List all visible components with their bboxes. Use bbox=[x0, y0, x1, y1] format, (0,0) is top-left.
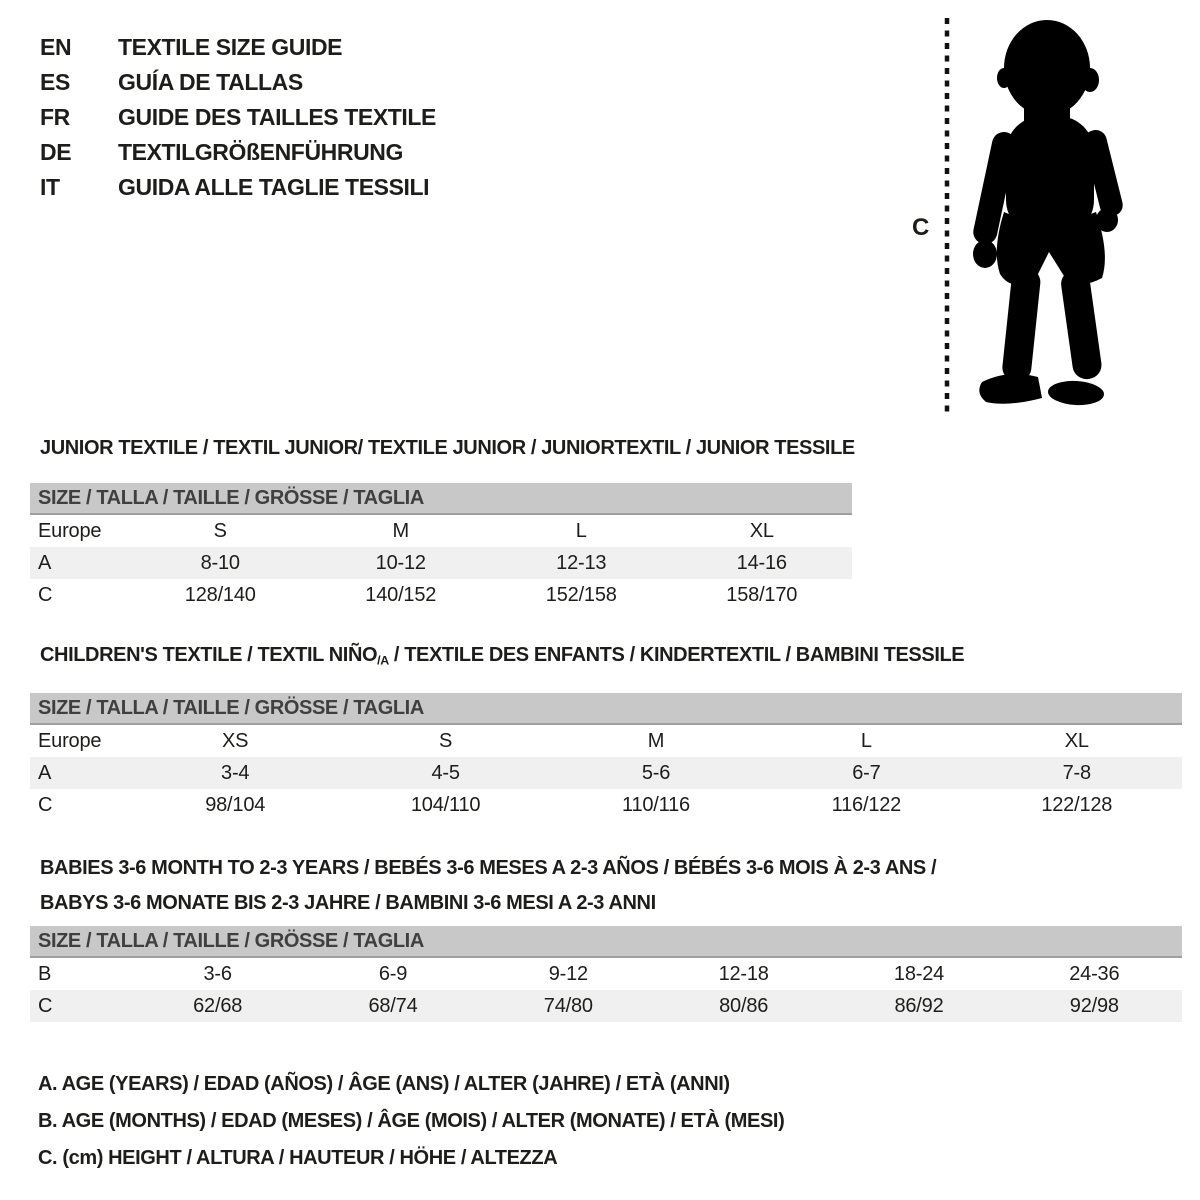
lang-row-es bbox=[40, 65, 436, 100]
months-cell: 12-18 bbox=[718, 963, 769, 985]
guide-title-fr: GUIDE DES TAILLES TEXTILE bbox=[118, 104, 436, 130]
lang-code: DE bbox=[40, 139, 72, 165]
guide-title-it: GUIDA ALLE TAGLIE TESSILI bbox=[118, 174, 430, 200]
size-cell: M bbox=[392, 520, 409, 542]
row-label: Europe bbox=[38, 520, 102, 542]
size-cell: XL bbox=[1064, 730, 1089, 753]
babies-textile-section bbox=[30, 851, 1182, 1022]
measurement-legend bbox=[38, 1066, 784, 1177]
height-dashed-line bbox=[944, 16, 950, 416]
lang-row-it bbox=[40, 170, 436, 205]
row-label: C bbox=[38, 794, 53, 817]
age-cell: 10-12 bbox=[375, 552, 426, 574]
size-cell: XS bbox=[222, 730, 249, 753]
legend-age-months: B. AGE (MONTHS) / EDAD (MESES) / ÂGE (MOIS) / ALTER (MONATE) / ETÀ (MESI) bbox=[38, 1110, 785, 1132]
row-label: B bbox=[38, 963, 52, 985]
title-part: / TEXTILE DES ENFANTS / KINDERTEXTIL / BAMBINI TESSILE bbox=[388, 644, 965, 666]
title-line-2: BABYS 3-6 MONATE BIS 2-3 JAHRE / BAMBINI 3-6 MESI A 2-3 ANNI bbox=[40, 892, 656, 914]
babies-section-title bbox=[40, 851, 1182, 921]
height-cell: 98/104 bbox=[205, 794, 266, 817]
height-cell: 74/80 bbox=[543, 995, 593, 1017]
size-cell: L bbox=[860, 730, 872, 753]
junior-textile-section bbox=[30, 437, 855, 611]
height-cell: 92/98 bbox=[1069, 995, 1119, 1017]
lang-row-en bbox=[40, 30, 436, 65]
size-cell: L bbox=[575, 520, 587, 542]
age-cell: 3-4 bbox=[221, 762, 250, 785]
junior-section-title: JUNIOR TEXTILE / TEXTIL JUNIOR/ TEXTILE JUNIOR / JUNIORTEXTIL / JUNIOR TESSILE bbox=[40, 437, 855, 459]
table-row-months bbox=[30, 958, 1182, 990]
age-cell: 4-5 bbox=[431, 762, 460, 785]
row-label: A bbox=[38, 762, 52, 785]
table-row-europe bbox=[30, 515, 852, 547]
guide-title-de: TEXTILGRÖßENFÜHRUNG bbox=[118, 139, 403, 165]
age-cell: 7-8 bbox=[1062, 762, 1091, 785]
lang-code: ES bbox=[40, 69, 70, 95]
months-cell: 6-9 bbox=[378, 963, 408, 985]
lang-code: IT bbox=[40, 174, 60, 200]
title-subscript: /A bbox=[377, 653, 389, 668]
size-header-bar: SIZE / TALLA / TAILLE / GRÖSSE / TAGLIA bbox=[30, 693, 1182, 725]
row-label: Europe bbox=[38, 730, 102, 753]
legend-height-cm: C. (cm) HEIGHT / ALTURA / HAUTEUR / HÖHE / ALTEZZA bbox=[38, 1147, 558, 1169]
table-row-height bbox=[30, 789, 1182, 821]
age-cell: 14-16 bbox=[736, 552, 787, 574]
height-cell: 140/152 bbox=[365, 584, 437, 606]
size-cell: S bbox=[439, 730, 453, 753]
height-cell: 122/128 bbox=[1041, 794, 1113, 817]
height-cell: 158/170 bbox=[726, 584, 798, 606]
height-cell: 62/68 bbox=[193, 995, 243, 1017]
age-cell: 8-10 bbox=[200, 552, 240, 574]
lang-row-fr bbox=[40, 100, 436, 135]
height-cell: 110/116 bbox=[622, 794, 690, 817]
height-cell: 104/110 bbox=[410, 794, 481, 817]
height-cell: 116/122 bbox=[831, 794, 902, 817]
title-line-1: BABIES 3-6 MONTH TO 2-3 YEARS / BEBÉS 3-6 MESES A 2-3 AÑOS / BÉBÉS 3-6 MOIS À 2-3 ANS / bbox=[40, 857, 937, 879]
table-row-age bbox=[30, 757, 1182, 789]
row-label: C bbox=[38, 995, 53, 1017]
lang-code: EN bbox=[40, 34, 72, 60]
age-cell: 5-6 bbox=[641, 762, 671, 785]
guide-title-es: GUÍA DE TALLAS bbox=[118, 69, 303, 95]
size-cell: M bbox=[647, 730, 665, 753]
height-measure-label: C bbox=[912, 214, 930, 241]
months-cell: 3-6 bbox=[203, 963, 232, 985]
age-cell: 6-7 bbox=[852, 762, 881, 785]
childrens-section-title bbox=[40, 644, 1182, 671]
language-header bbox=[40, 30, 436, 205]
age-cell: 12-13 bbox=[556, 552, 607, 574]
height-cell: 128/140 bbox=[184, 584, 256, 606]
table-row-height bbox=[30, 990, 1182, 1022]
height-cell: 68/74 bbox=[368, 995, 418, 1017]
lang-code: FR bbox=[40, 104, 70, 130]
table-row-age bbox=[30, 547, 852, 579]
height-cell: 80/86 bbox=[719, 995, 769, 1017]
row-label: A bbox=[38, 552, 52, 574]
legend-age-years: A. AGE (YEARS) / EDAD (AÑOS) / ÂGE (ANS) / ALTER (JAHRE) / ETÀ (ANNI) bbox=[38, 1073, 730, 1095]
lang-row-de bbox=[40, 135, 436, 170]
height-cell: 152/158 bbox=[545, 584, 617, 606]
height-cell: 86/92 bbox=[894, 995, 944, 1017]
table-row-europe bbox=[30, 725, 1182, 757]
months-cell: 18-24 bbox=[893, 963, 945, 985]
table-row-height bbox=[30, 579, 852, 611]
toddler-silhouette-icon bbox=[956, 14, 1136, 414]
size-header-bar: SIZE / TALLA / TAILLE / GRÖSSE / TAGLIA bbox=[30, 926, 1182, 958]
months-cell: 9-12 bbox=[548, 963, 588, 985]
childrens-textile-section bbox=[30, 644, 1182, 821]
title-part: CHILDREN'S TEXTILE / TEXTIL NIÑO bbox=[40, 644, 378, 666]
size-header-bar: SIZE / TALLA / TAILLE / GRÖSSE / TAGLIA bbox=[30, 483, 852, 515]
guide-title-en: TEXTILE SIZE GUIDE bbox=[118, 34, 343, 60]
row-label: C bbox=[38, 584, 53, 606]
size-cell: S bbox=[213, 520, 227, 542]
size-cell: XL bbox=[749, 520, 774, 542]
months-cell: 24-36 bbox=[1069, 963, 1120, 985]
